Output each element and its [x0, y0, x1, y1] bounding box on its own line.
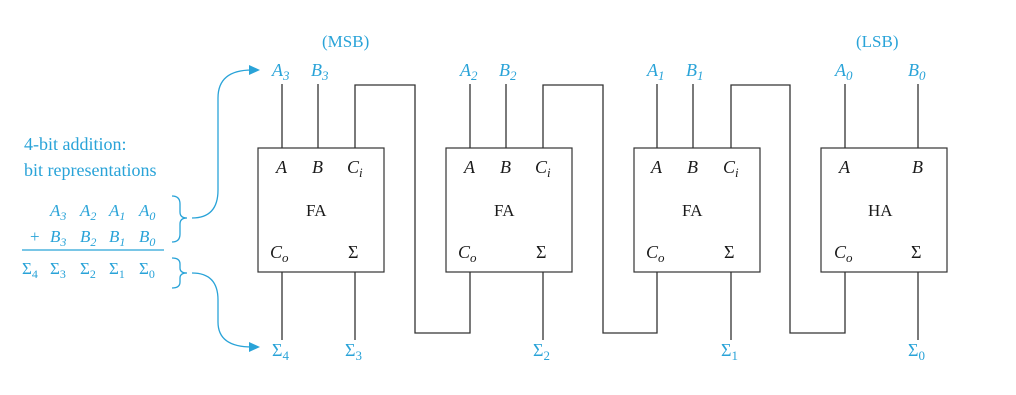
svg-text:Σ0: $\Sigma_0$ [139, 259, 155, 281]
input-a1: A [647, 60, 658, 80]
svg-text:A: A [839, 157, 850, 177]
svg-text:A0: $A_0$ [835, 60, 853, 83]
svg-text:B2: $B_2$ [80, 227, 97, 249]
svg-text:A3: $A_3$ [50, 201, 67, 223]
block-type-label: FA [494, 201, 515, 220]
svg-text:A2: $A_2$ [80, 201, 97, 223]
msb-label: (MSB) [322, 32, 370, 51]
svg-text:Σ3: $\Sigma_3$ [50, 259, 66, 281]
svg-text:B0: $B_0$ [908, 60, 926, 83]
input-b0: B [908, 60, 919, 80]
row1-a2: A [80, 201, 91, 220]
svg-text:Σ: Σ [536, 242, 547, 262]
arrowhead-inputs [249, 65, 260, 75]
svg-text:Ci: $C_i$ [535, 157, 551, 180]
svg-text:A0: $A_0$ [139, 201, 156, 223]
svg-text:B2: $B_2$ [499, 60, 517, 83]
svg-text:Σ: Σ [348, 242, 359, 262]
row3-s0: Σ [139, 259, 149, 278]
svg-text:A3: $A_3$ [272, 60, 290, 83]
input-a3: A [272, 60, 283, 80]
row1-a0: A [139, 201, 150, 220]
svg-text:A2: $A_2$ [460, 60, 478, 83]
row3-s2: Σ [80, 259, 90, 278]
svg-text:Σ: Σ [911, 242, 922, 262]
svg-text:A: A [651, 157, 662, 177]
full-adder-block-3 [258, 148, 384, 272]
addition-layout [22, 201, 164, 281]
svg-text:Σ1: $\Sigma_1$ [109, 259, 125, 281]
block-type-label: FA [682, 201, 703, 220]
svg-text:B0: $B_0$ [139, 227, 156, 249]
svg-text:Co: $C_o$ [646, 242, 665, 265]
svg-text:Σ0: $\Sigma_0$ [908, 340, 925, 363]
svg-text:Σ2: $\Sigma_2$ [533, 340, 550, 363]
input-a2: A [460, 60, 471, 80]
svg-text:B: B [912, 157, 923, 177]
svg-text:Σ3: $\Sigma_3$ [345, 340, 362, 363]
svg-text:A: A [464, 157, 475, 177]
svg-text:Σ2: $\Sigma_2$ [80, 259, 96, 281]
full-adder-block-2 [446, 148, 572, 272]
arrow-to-outputs [192, 273, 252, 347]
input-b3: B [311, 60, 322, 80]
brace-sum [172, 258, 187, 288]
caption-line-2: bit representations [24, 160, 157, 180]
svg-text:A1: $A_1$ [647, 60, 665, 83]
svg-text:Σ: Σ [724, 242, 735, 262]
svg-text:B: B [687, 157, 698, 177]
row2-b0: B [139, 227, 150, 246]
input-b1: B [686, 60, 697, 80]
svg-text:B: B [500, 157, 511, 177]
svg-text:Co: $C_o$ [834, 242, 853, 265]
input-b2: B [499, 60, 510, 80]
svg-text:B1: $B_1$ [686, 60, 704, 83]
svg-text:Co: $C_o$ [270, 242, 289, 265]
caption-line-1: 4-bit addition: [24, 134, 127, 154]
brace-operands [172, 196, 187, 242]
row3-s4: Σ [22, 259, 32, 278]
row1-a3: A [50, 201, 61, 220]
row2-b3: B [50, 227, 61, 246]
arrowhead-outputs [249, 342, 260, 352]
output-s0: Σ [908, 340, 919, 360]
output-s2: Σ [533, 340, 544, 360]
svg-text:Σ4: $\Sigma_4$ [22, 259, 38, 281]
lsb-label: (LSB) [856, 32, 899, 51]
output-s1: Σ [721, 340, 732, 360]
svg-text:B: B [312, 157, 323, 177]
plus-sign: + [30, 227, 40, 246]
row1-a1: A [109, 201, 120, 220]
output-s4: Σ [272, 340, 283, 360]
svg-text:Σ1: $\Sigma_1$ [721, 340, 738, 363]
output-s3: Σ [345, 340, 356, 360]
row3-s3: Σ [50, 259, 60, 278]
row3-s1: Σ [109, 259, 119, 278]
svg-text:Σ4: $\Sigma_4$ [272, 340, 289, 363]
svg-text:A1: $A_1$ [109, 201, 126, 223]
svg-text:Ci: $C_i$ [723, 157, 739, 180]
svg-text:Ci: $C_i$ [347, 157, 363, 180]
svg-text:Co: $C_o$ [458, 242, 477, 265]
svg-text:B3: $B_3$ [50, 227, 67, 249]
svg-text:A: A [276, 157, 287, 177]
block-type-label: HA [868, 201, 893, 220]
row2-b2: B [80, 227, 91, 246]
block-type-label: FA [306, 201, 327, 220]
row2-b1: B [109, 227, 120, 246]
svg-text:B1: $B_1$ [109, 227, 126, 249]
half-adder-block-0 [821, 148, 947, 272]
arrow-to-inputs [192, 70, 252, 218]
input-a0: A [835, 60, 846, 80]
svg-text:B3: $B_3$ [311, 60, 329, 83]
full-adder-block-1 [634, 148, 760, 272]
